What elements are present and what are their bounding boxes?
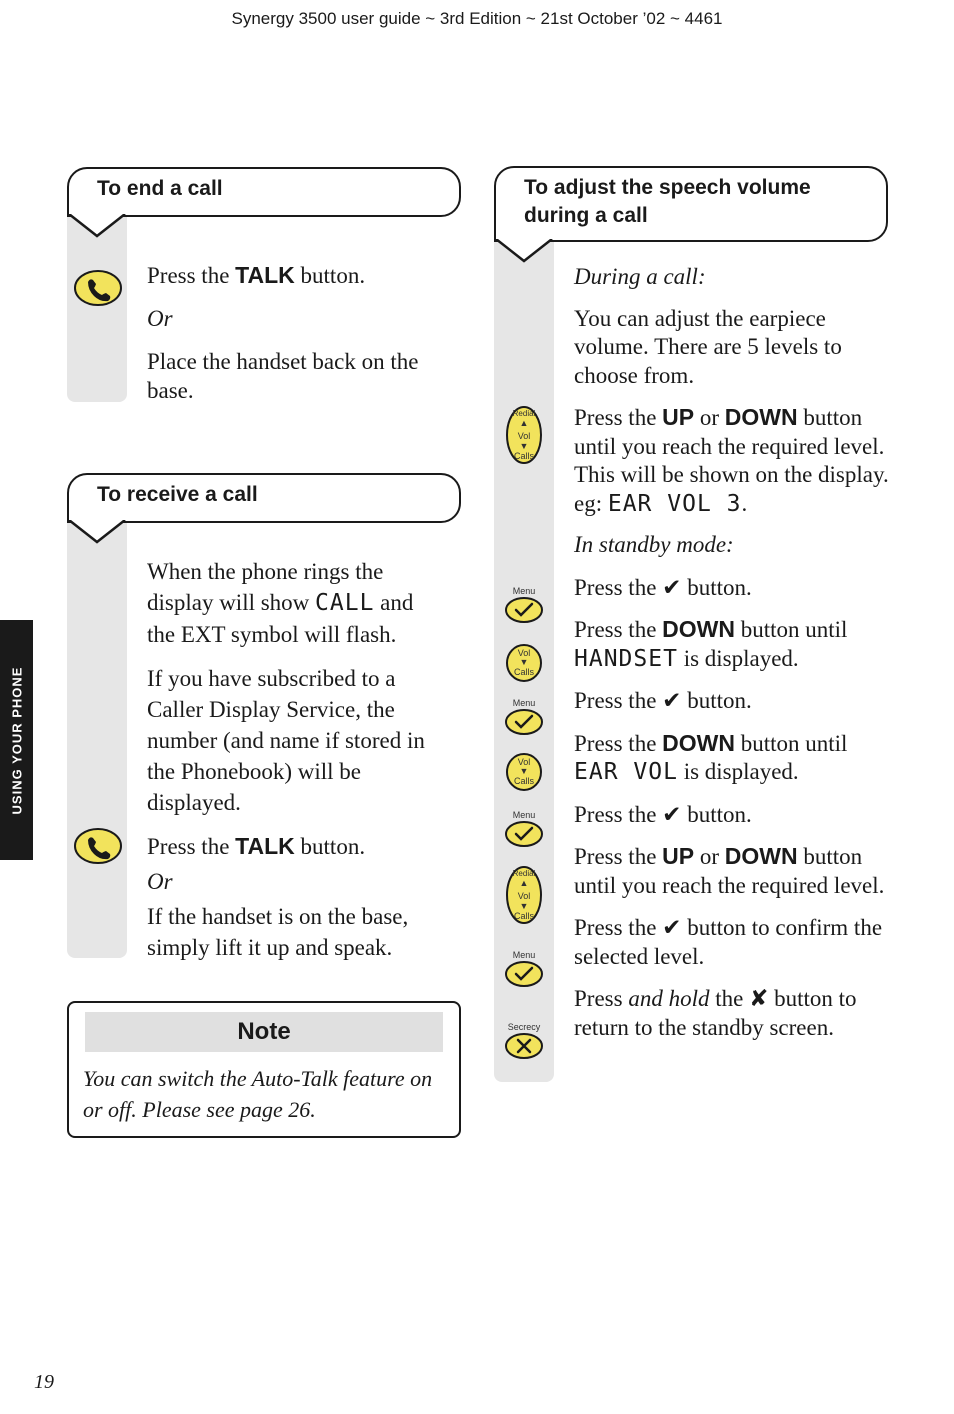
down-arrow-icon: ▼ — [519, 657, 529, 667]
step-9-press: Press — [574, 986, 629, 1011]
menu-key-4 — [504, 950, 544, 993]
step-9-text: button to return to the standby screen. — [574, 986, 857, 1040]
step-8-press: Press the — [574, 915, 663, 940]
menu-key-1 — [504, 586, 544, 629]
receive-press: Press the — [147, 834, 236, 859]
end-call-title: To end a call — [97, 177, 223, 200]
speech-volume-heading — [494, 166, 888, 242]
redial-label: Redial — [512, 869, 536, 878]
down-keyword: DOWN — [724, 843, 798, 869]
calls-label: Calls — [513, 451, 534, 461]
vol-label: Vol — [517, 648, 531, 658]
step-8-confirm: button to confirm the selected level. — [574, 915, 883, 969]
standby-mode-label: In standby mode: — [574, 532, 734, 557]
earpiece-intro: You can adjust the earpiece volume. There are 5 levels to choose from. — [574, 305, 842, 388]
menu-label: Menu — [512, 950, 536, 960]
handset-code: HANDSET — [574, 645, 678, 672]
end-call-text — [147, 261, 447, 405]
receive-button-word: button. — [294, 834, 366, 859]
step-4-press: Press the — [574, 688, 663, 713]
or-word: or — [694, 844, 725, 869]
speech-volume-heading-tail — [494, 239, 554, 263]
end-call-press: Press the — [147, 263, 236, 288]
down-keyword: DOWN — [662, 729, 735, 756]
check-key-icon — [504, 596, 544, 624]
rings-text: When the phone rings the display will show — [147, 559, 384, 615]
and-hold-text: and hold — [628, 986, 710, 1011]
eg-label: eg: — [574, 490, 608, 516]
check-icon: ✔ — [662, 800, 682, 827]
step-3-displayed: is displayed. — [677, 645, 799, 671]
speech-volume-title: To adjust the speech volume during a call — [524, 176, 811, 227]
up-arrow-icon: ▲ — [519, 878, 529, 888]
step-3-press: Press the — [574, 617, 663, 642]
step-3-until: button until — [735, 617, 848, 642]
step-1-text: button until you reach the required level. This will be shown on the display. — [574, 405, 889, 487]
step-6-press: Press the — [574, 801, 663, 827]
check-icon: ✔ — [662, 687, 682, 713]
up-arrow-icon: ▲ — [519, 418, 529, 428]
cross-key-icon — [504, 1032, 544, 1060]
vol-calls-key-1 — [504, 643, 544, 688]
menu-key-2 — [504, 698, 544, 741]
menu-label: Menu — [512, 810, 536, 820]
down-arrow-icon: ▼ — [519, 766, 529, 776]
check-key-icon — [504, 960, 544, 988]
receive-call-title: To receive a call — [97, 483, 258, 506]
side-tab-label: USING YOUR PHONE — [9, 666, 25, 814]
menu-label: Menu — [512, 698, 536, 708]
end-call-heading — [67, 167, 461, 217]
or-word: or — [694, 405, 725, 430]
talk-key-2 — [72, 826, 124, 871]
note-box — [67, 1001, 461, 1138]
end-call-or: Or — [147, 306, 173, 331]
receive-call-heading — [67, 473, 461, 523]
step-5-displayed: is displayed. — [677, 759, 799, 784]
calls-label: Calls — [513, 667, 534, 677]
up-keyword: UP — [662, 843, 695, 869]
secrecy-label: Secrecy — [507, 1022, 541, 1032]
check-icon: ✔ — [662, 914, 682, 940]
during-call-label: During a call: — [574, 264, 706, 289]
ear-vol-code: EAR VOL — [574, 759, 678, 785]
cross-icon: ✘ — [749, 985, 769, 1011]
receive-call-heading-tail — [67, 520, 127, 544]
redial-label: Redial — [512, 409, 536, 418]
end-call-button-word: button. — [294, 263, 366, 288]
receive-call-text — [147, 556, 447, 963]
speech-volume-text — [574, 263, 894, 1042]
end-call-place-text: Place the handset back on the base. — [147, 349, 419, 403]
check-key-icon — [504, 708, 544, 736]
talk-key-1 — [72, 268, 124, 313]
page-number: 19 — [34, 1371, 54, 1393]
check-key-icon — [504, 820, 544, 848]
page-header: Synergy 3500 user guide ~ 3rd Edition ~ 21st October ’02 ~ 4461 — [231, 9, 723, 28]
vol-label: Vol — [517, 431, 531, 441]
note-title: Note — [85, 1012, 443, 1052]
down-arrow-icon: ▼ — [519, 441, 529, 451]
note-text: You can switch the Auto-Talk feature on or off. Please see page 26. — [83, 1066, 433, 1122]
call-display-code: CALL — [315, 590, 375, 616]
step-7-text: button until you reach the required level. — [574, 844, 885, 898]
step-7-press: Press the — [574, 844, 663, 869]
step-5-press: Press the — [574, 730, 663, 756]
up-keyword: UP — [662, 404, 695, 430]
down-arrow-icon: ▼ — [519, 901, 529, 911]
step-2-press: Press the — [574, 574, 663, 600]
side-tab — [0, 620, 33, 860]
talk-keyword: TALK — [235, 833, 295, 859]
redial-vol-calls-key-2 — [500, 864, 548, 931]
step-5-until: button until — [735, 730, 848, 756]
lift-text: If the handset is on the base, simply lift it up and speak. — [147, 904, 409, 960]
eg-period: . — [741, 490, 748, 516]
ear-vol-3-code: EAR VOL 3 — [607, 490, 742, 517]
calls-label: Calls — [513, 911, 534, 921]
rings-text-end: and the EXT symbol will flash. — [147, 590, 414, 647]
step-6-button: button. — [681, 801, 752, 827]
redial-vol-calls-key-1 — [500, 404, 548, 471]
talk-phone-icon — [72, 826, 124, 866]
receive-call-icon-column — [67, 505, 127, 958]
vol-label: Vol — [517, 891, 531, 901]
step-4-button: button. — [681, 688, 752, 713]
vol-label: Vol — [517, 757, 531, 767]
talk-keyword: TALK — [235, 262, 295, 288]
menu-key-3 — [504, 810, 544, 853]
check-icon: ✔ — [662, 573, 682, 600]
secrecy-key — [504, 1022, 544, 1065]
calls-label: Calls — [513, 776, 534, 786]
down-keyword: DOWN — [724, 404, 798, 430]
step-9-the: the — [709, 986, 750, 1011]
end-call-heading-tail — [67, 214, 127, 238]
talk-phone-icon — [72, 268, 124, 308]
step-2-button: button. — [681, 574, 752, 600]
step-1-press: Press the — [574, 405, 663, 430]
receive-or: Or — [147, 869, 173, 894]
vol-calls-key-2 — [504, 752, 544, 797]
down-keyword: DOWN — [662, 616, 735, 642]
menu-label: Menu — [512, 586, 536, 596]
caller-display-text: If you have subscribed to a Caller Display Service, the number (and name if stored in the Phonebook) will be displayed. — [147, 666, 425, 815]
